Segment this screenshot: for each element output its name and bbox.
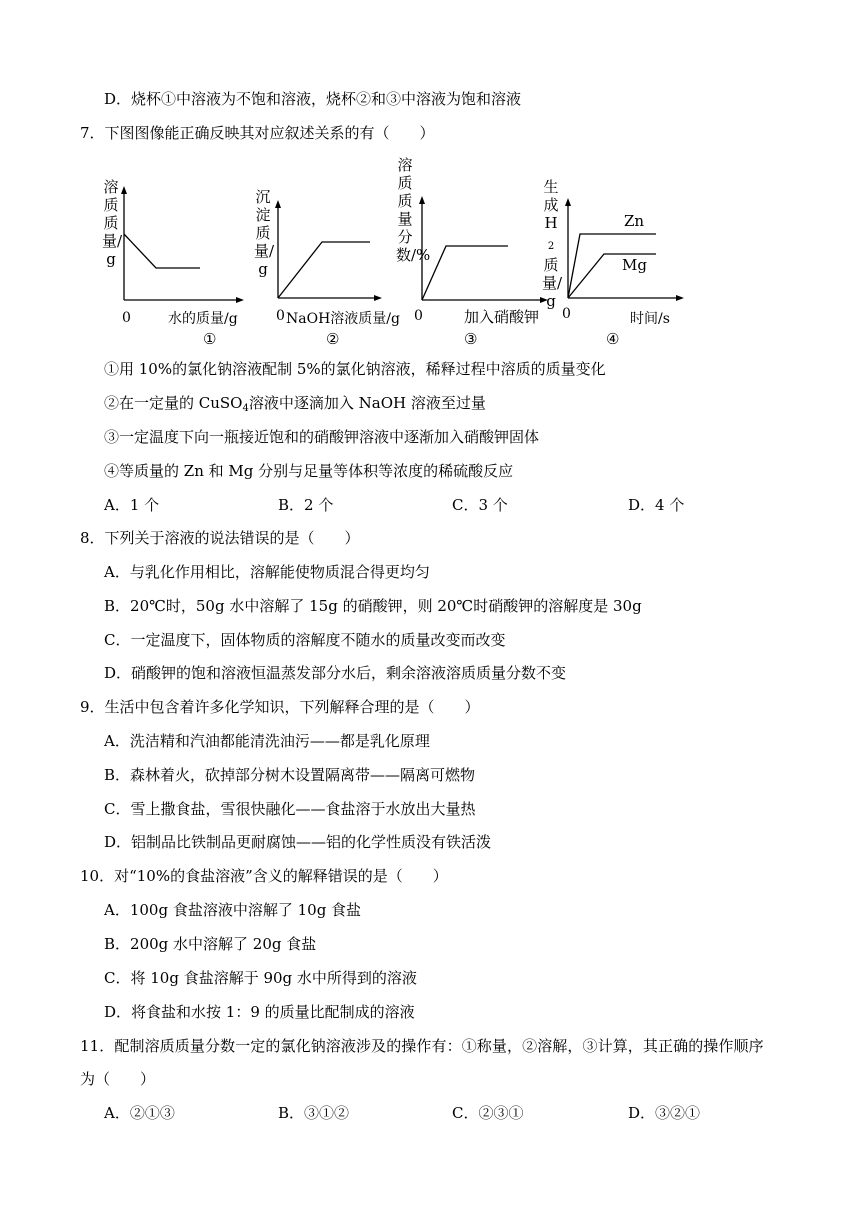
q7-statement-1: ①用 10%的氯化钠溶液配制 5%的氯化钠溶液，稀释过程中溶质的质量变化 [104, 360, 606, 378]
q7-stem: 7．下图图像能正确反映其对应叙述关系的有（ ） [80, 124, 435, 142]
graph-4-ylabel-pre: 生成H [543, 178, 559, 232]
q8-option-a: A．与乳化作用相比，溶解能使物质混合得更均匀 [104, 563, 430, 581]
graph-2 [254, 150, 431, 350]
graph-4-series-mg: Mg [622, 256, 647, 274]
graph-1-origin: 0 [122, 310, 131, 326]
q10-stem: 10．对“10%的食盐溶液”含义的解释错误的是（ ） [80, 867, 448, 885]
graph-2-caption: ② [326, 330, 340, 348]
graph-4-xlabel: 时间/s [630, 311, 670, 327]
q7-statement-2-post: 溶液中逐滴加入 NaOH 溶液至过量 [248, 394, 486, 412]
graph-3-ylabel: 溶质质量分数/% [396, 156, 431, 264]
graph-3-origin: 0 [414, 308, 423, 324]
graph-1-ylabel: 溶质质量/g [102, 178, 123, 268]
q11-stem-line2: 为（ ） [80, 1070, 156, 1088]
q10-option-c: C．将 10g 食盐溶解于 90g 水中所得到的溶液 [104, 969, 417, 987]
q7-statement-2 [104, 393, 486, 419]
graph-4-ylabel-sub: 2 [547, 241, 555, 252]
q11-option-b: B．③①② [278, 1104, 350, 1122]
q8-option-d: D．硝酸钾的饱和溶液恒温蒸发部分水后，剩余溶液溶质质量分数不变 [104, 664, 567, 682]
q11-stem-line1: 11．配制溶质质量分数一定的氯化钠溶液涉及的操作有：①称量，②溶解，③计算，其正确的操作顺序 [80, 1037, 764, 1055]
graph-3-caption: ③ [464, 330, 478, 348]
q8-stem: 8．下列关于溶液的说法错误的是（ ） [80, 529, 360, 547]
graph-2-origin: 0 [276, 308, 285, 324]
graph-1-curve [124, 234, 200, 268]
q10-option-a: A．100g 食盐溶液中溶解了 10g 食盐 [104, 901, 362, 919]
q9-option-b: B．森林着火，砍掉部分树木设置隔离带——隔离可燃物 [104, 766, 476, 784]
q7-statement-3: ③一定温度下向一瓶接近饱和的硝酸钾溶液中逐渐加入硝酸钾固体 [104, 428, 540, 446]
graph-2-ylabel: 沉淀质量/g [254, 188, 275, 278]
graph-2-curve [278, 242, 370, 298]
q7-statement-4: ④等质量的 Zn 和 Mg 分别与足量等体积等浓度的稀硫酸反应 [104, 462, 514, 480]
q9-option-c: C．雪上撒食盐，雪很快融化——食盐溶于水放出大量热 [104, 800, 476, 818]
q10-option-b: B．200g 水中溶解了 20g 食盐 [104, 935, 317, 953]
q6-option-d: D．烧杯①中溶液为不饱和溶液，烧杯②和③中溶液为饱和溶液 [104, 90, 522, 108]
q7-option-a: A．1 个 [104, 496, 160, 514]
graph-1 [100, 150, 250, 350]
q11-option-c: C．②③① [452, 1104, 524, 1122]
graph-3-xlabel: 加入硝酸钾 [464, 308, 540, 326]
q7-option-b: B．2 个 [278, 496, 334, 514]
graph-3 [394, 150, 554, 350]
q11-option-d: D．③②① [628, 1104, 701, 1122]
q10-option-d: D．将食盐和水按 1：9 的质量比配制成的溶液 [104, 1003, 415, 1021]
graph-4-origin: 0 [562, 306, 571, 322]
q7-statement-2-pre: ②在一定量的 CuSO [104, 394, 243, 412]
graph-4-caption: ④ [606, 330, 620, 348]
graph-4 [540, 150, 700, 350]
q8-option-c: C．一定温度下，固体物质的溶解度不随水的质量改变而改变 [104, 631, 506, 649]
q9-stem: 9．生活中包含着许多化学知识，下列解释合理的是（ ） [80, 698, 480, 716]
graph-3-curve [422, 246, 508, 300]
q8-option-b: B．20℃时，50g 水中溶解了 15g 的硝酸钾，则 20℃时硝酸钾的溶解度是 30g [104, 597, 642, 615]
q11-option-a: A．②①③ [104, 1104, 175, 1122]
graph-2-xlabel: NaOH溶液质量/g [286, 311, 400, 327]
q7-option-d: D．4 个 [628, 496, 685, 514]
graph-4-series-zn: Zn [624, 212, 645, 230]
graph-1-caption: ① [203, 330, 217, 348]
q7-option-c: C．3 个 [452, 496, 508, 514]
graph-1-xlabel: 水的质量/g [168, 311, 238, 327]
q7-statement-2-sub: 4 [242, 403, 249, 414]
q9-option-d: D．铝制品比铁制品更耐腐蚀——铝的化学性质没有铁活泼 [104, 833, 492, 851]
graph-4-ylabel-post: 质量/g [542, 256, 563, 310]
q9-option-a: A．洗洁精和汽油都能清洗油污——都是乳化原理 [104, 732, 430, 750]
